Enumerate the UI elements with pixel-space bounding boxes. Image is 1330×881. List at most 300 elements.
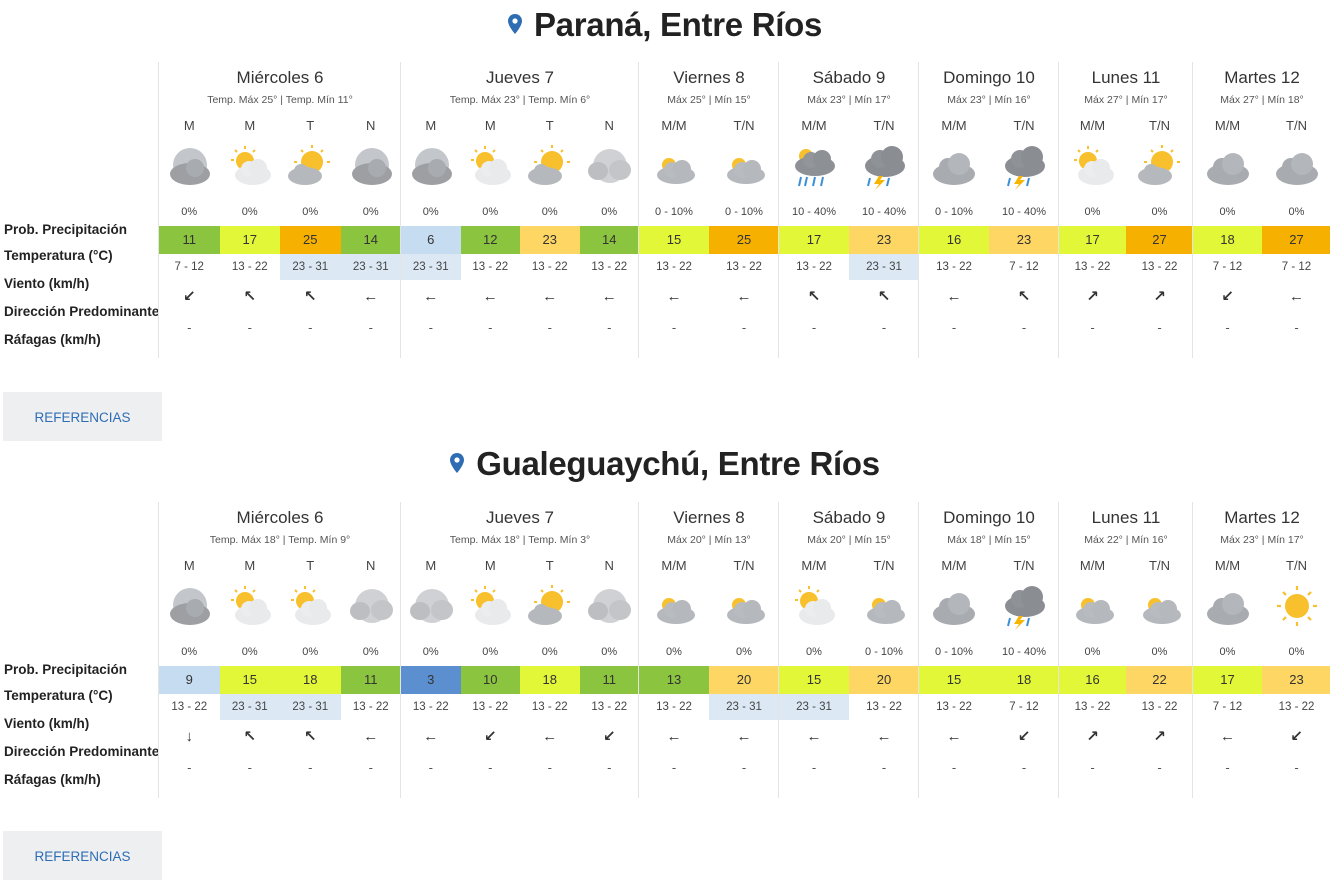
precip-probability: 0% bbox=[422, 206, 439, 218]
temperature-cell: 3 bbox=[401, 666, 461, 694]
day-name: Sábado 9 bbox=[812, 68, 886, 87]
label-temp: Temperatura (°C) bbox=[4, 248, 113, 263]
wind-speed: 7 - 12 bbox=[1281, 261, 1312, 273]
period-label: M/M bbox=[1079, 558, 1106, 573]
wind-speed: 13 - 22 bbox=[796, 261, 832, 273]
wind-gusts: - bbox=[187, 760, 192, 775]
precip-probability: 10 - 40% bbox=[1001, 646, 1047, 658]
city-name: Gualeguaychú, Entre Ríos bbox=[476, 445, 880, 482]
wind-direction-arrow: ← bbox=[736, 728, 752, 745]
period-column bbox=[159, 62, 220, 358]
precip-probability: 0% bbox=[482, 646, 499, 658]
temperature-cell: 17 bbox=[779, 226, 849, 254]
temperature-cell: 23 bbox=[1262, 666, 1330, 694]
cloud-icon bbox=[929, 144, 979, 190]
references-button[interactable]: REFERENCIAS bbox=[3, 831, 162, 880]
label-temp: Temperatura (°C) bbox=[4, 688, 113, 703]
moon-cloud-icon bbox=[346, 584, 396, 630]
temperature-cell: 6 bbox=[401, 226, 461, 254]
day-name: Miércoles 6 bbox=[236, 508, 324, 527]
wind-speed: 13 - 22 bbox=[866, 701, 902, 713]
partly-sunny-icon bbox=[465, 584, 515, 630]
precip-probability: 0% bbox=[1151, 646, 1168, 658]
moon-cloud-icon bbox=[584, 144, 634, 190]
cloud-icon bbox=[1203, 144, 1253, 190]
rain-cloud-icon bbox=[789, 144, 839, 190]
wind-direction-arrow: ↗ bbox=[1086, 288, 1099, 305]
temperature-cell: 16 bbox=[1059, 666, 1126, 694]
day-temp-range: Máx 23° | Mín 16° bbox=[947, 94, 1031, 106]
wind-gusts: - bbox=[308, 320, 313, 335]
wind-direction-arrow: ↖ bbox=[243, 728, 257, 745]
period-column bbox=[1193, 502, 1262, 798]
temperature-cell: 20 bbox=[849, 666, 919, 694]
wind-direction-arrow: ← bbox=[736, 288, 752, 305]
wind-gusts: - bbox=[607, 320, 612, 335]
precip-probability: 0% bbox=[422, 646, 439, 658]
day-temp-range: Máx 25° | Mín 15° bbox=[667, 94, 751, 106]
period-column bbox=[401, 502, 461, 798]
wind-direction-arrow: ↙ bbox=[1221, 288, 1234, 305]
temperature-cell: 13 bbox=[639, 666, 709, 694]
wind-speed: 13 - 22 bbox=[1141, 701, 1178, 713]
wind-direction-arrow: ← bbox=[482, 288, 498, 305]
precip-probability: 0% bbox=[362, 646, 379, 658]
label-gust: Ráfagas (km/h) bbox=[4, 772, 101, 787]
wind-gusts: - bbox=[951, 320, 957, 335]
period-column bbox=[220, 62, 281, 358]
temperature-cell: 10 bbox=[461, 666, 521, 694]
day-column bbox=[918, 502, 1059, 798]
period-label: M/M bbox=[1214, 558, 1241, 573]
day-temp-range: Máx 23° | Mín 17° bbox=[1220, 534, 1304, 546]
forecast-grid bbox=[158, 502, 1330, 798]
temperature-cell: 25 bbox=[709, 226, 779, 254]
wind-speed: 7 - 12 bbox=[1212, 701, 1243, 713]
period-label: M/M bbox=[661, 118, 687, 133]
precip-probability: 0% bbox=[1151, 206, 1168, 218]
period-column bbox=[1193, 62, 1262, 358]
period-label: T/N bbox=[1149, 558, 1170, 573]
day-name: Viernes 8 bbox=[673, 68, 745, 87]
period-label: N bbox=[366, 118, 376, 133]
temperature-cell: 17 bbox=[220, 226, 281, 254]
temperature-cell: 22 bbox=[1126, 666, 1193, 694]
wind-speed: 13 - 22 bbox=[656, 701, 692, 713]
temperature-cell: 25 bbox=[280, 226, 341, 254]
period-label: T bbox=[545, 118, 554, 133]
period-column bbox=[580, 62, 640, 358]
wind-speed: 13 - 22 bbox=[412, 701, 449, 713]
day-temp-range: Máx 20° | Mín 13° bbox=[667, 534, 751, 546]
wind-direction-arrow: ← bbox=[423, 288, 439, 305]
period-label: T/N bbox=[1286, 118, 1307, 133]
period-column bbox=[461, 62, 521, 358]
period-label: T/N bbox=[1286, 558, 1307, 573]
period-column bbox=[1059, 502, 1126, 798]
day-column bbox=[1192, 62, 1330, 358]
period-label: T/N bbox=[873, 558, 895, 573]
period-column bbox=[1262, 62, 1330, 358]
wind-direction-arrow: ↓ bbox=[185, 728, 193, 745]
wind-gusts: - bbox=[368, 760, 373, 775]
location-pin-icon bbox=[508, 14, 522, 34]
wind-direction-arrow: ← bbox=[946, 288, 962, 305]
period-column bbox=[989, 62, 1059, 358]
wind-direction-arrow: ← bbox=[806, 728, 822, 745]
wind-gusts: - bbox=[1225, 760, 1230, 775]
location-pin-icon bbox=[450, 453, 464, 473]
precip-probability: 10 - 40% bbox=[1001, 206, 1047, 218]
wind-gusts: - bbox=[1090, 760, 1095, 775]
city-section-gualeguaychu bbox=[0, 440, 1330, 880]
wind-speed: 13 - 22 bbox=[1074, 701, 1111, 713]
temperature-cell: 15 bbox=[639, 226, 709, 254]
day-name: Jueves 7 bbox=[485, 508, 555, 527]
moon-cloud-icon bbox=[406, 584, 456, 630]
temperature-cell: 11 bbox=[159, 226, 220, 254]
wind-direction-arrow: ← bbox=[601, 288, 617, 305]
period-label: M/M bbox=[801, 118, 827, 133]
period-label: T bbox=[306, 118, 315, 133]
sun-icon bbox=[1272, 584, 1322, 630]
period-column bbox=[989, 502, 1059, 798]
period-label: T bbox=[306, 558, 315, 573]
day-column bbox=[778, 62, 919, 358]
precip-probability: 0 - 10% bbox=[865, 646, 903, 658]
partly-sunny-icon bbox=[225, 584, 275, 630]
period-label: N bbox=[604, 118, 614, 133]
wind-direction-arrow: ↖ bbox=[243, 288, 257, 305]
precip-probability: 0% bbox=[1288, 646, 1305, 658]
partly-cloudy-icon bbox=[859, 584, 909, 630]
wind-gusts: - bbox=[1294, 320, 1299, 335]
wind-direction-arrow: ↗ bbox=[1153, 728, 1166, 745]
precip-probability: 10 - 40% bbox=[861, 206, 907, 218]
wind-gusts: - bbox=[547, 760, 552, 775]
wind-speed: 7 - 12 bbox=[174, 261, 204, 273]
precip-probability: 0 - 10% bbox=[935, 646, 973, 658]
partly-cloudy-icon bbox=[1135, 584, 1185, 630]
label-gust: Ráfagas (km/h) bbox=[4, 332, 101, 347]
wind-direction-arrow: ← bbox=[876, 728, 892, 745]
wind-speed: 13 - 22 bbox=[1278, 701, 1315, 713]
day-name: Jueves 7 bbox=[485, 68, 555, 87]
partly-cloudy-icon bbox=[1068, 584, 1118, 630]
day-temp-range: Máx 23° | Mín 17° bbox=[807, 94, 891, 106]
precip-probability: 0% bbox=[181, 206, 198, 218]
precip-probability: 0% bbox=[736, 646, 752, 658]
precip-probability: 0% bbox=[241, 206, 258, 218]
period-column bbox=[709, 62, 779, 358]
forecast-grid bbox=[158, 62, 1330, 358]
period-label: T/N bbox=[1013, 118, 1035, 133]
wind-speed: 13 - 22 bbox=[472, 701, 509, 713]
wind-direction-arrow: ↙ bbox=[1017, 728, 1031, 745]
period-label: M bbox=[425, 118, 437, 133]
precip-probability: 0% bbox=[1288, 206, 1305, 218]
precip-probability: 0% bbox=[1084, 646, 1101, 658]
wind-gusts: - bbox=[428, 320, 433, 335]
day-name: Miércoles 6 bbox=[236, 68, 324, 87]
period-label: M/M bbox=[801, 558, 827, 573]
cloudy-night-icon bbox=[164, 144, 214, 190]
period-column bbox=[280, 62, 341, 358]
storm-cloud-icon bbox=[999, 144, 1049, 190]
temperature-cell: 11 bbox=[580, 666, 640, 694]
wind-speed: 13 - 22 bbox=[591, 701, 628, 713]
wind-gusts: - bbox=[607, 760, 612, 775]
wind-speed: 23 - 31 bbox=[280, 694, 341, 720]
temperature-cell: 18 bbox=[1193, 226, 1262, 254]
period-column bbox=[1126, 502, 1193, 798]
day-name: Sábado 9 bbox=[812, 508, 886, 527]
period-label: M bbox=[484, 558, 496, 573]
period-column bbox=[341, 502, 402, 798]
period-column bbox=[401, 62, 461, 358]
storm-cloud-icon bbox=[859, 144, 909, 190]
wind-speed: 13 - 22 bbox=[171, 701, 208, 713]
wind-speed: 23 - 31 bbox=[709, 694, 779, 720]
references-button[interactable]: REFERENCIAS bbox=[3, 392, 162, 441]
wind-speed: 13 - 22 bbox=[1074, 261, 1111, 273]
storm-cloud-icon bbox=[999, 584, 1049, 630]
day-column bbox=[400, 62, 639, 358]
day-name: Martes 12 bbox=[1224, 508, 1300, 527]
temperature-cell: 14 bbox=[341, 226, 402, 254]
period-column bbox=[639, 502, 709, 798]
precip-probability: 0% bbox=[806, 646, 822, 658]
day-column bbox=[778, 502, 919, 798]
cloud-icon bbox=[1203, 584, 1253, 630]
wind-speed: 13 - 22 bbox=[531, 701, 568, 713]
period-column bbox=[1126, 62, 1193, 358]
period-label: M bbox=[244, 118, 256, 133]
wind-gusts: - bbox=[951, 760, 957, 775]
day-column bbox=[158, 62, 401, 358]
precip-probability: 0 - 10% bbox=[655, 206, 693, 218]
wind-gusts: - bbox=[1157, 760, 1162, 775]
precip-probability: 0% bbox=[241, 646, 258, 658]
wind-speed: 7 - 12 bbox=[1009, 261, 1039, 273]
wind-direction-arrow: ← bbox=[423, 728, 439, 745]
wind-direction-arrow: ↙ bbox=[483, 728, 497, 745]
label-dir: Dirección Predominante bbox=[4, 304, 160, 319]
day-name: Martes 12 bbox=[1224, 68, 1300, 87]
wind-gusts: - bbox=[368, 320, 373, 335]
wind-speed: 23 - 31 bbox=[401, 254, 461, 280]
day-name: Domingo 10 bbox=[943, 508, 1035, 527]
wind-gusts: - bbox=[308, 760, 313, 775]
period-column bbox=[580, 502, 640, 798]
label-prob: Prob. Precipitación bbox=[4, 662, 128, 677]
period-column bbox=[639, 62, 709, 358]
city-section-parana bbox=[0, 0, 1330, 440]
wind-speed: 13 - 22 bbox=[231, 261, 268, 273]
period-column bbox=[709, 502, 779, 798]
period-column bbox=[779, 502, 849, 798]
precip-probability: 0 - 10% bbox=[725, 206, 763, 218]
wind-direction-arrow: ↙ bbox=[602, 728, 616, 745]
period-label: T/N bbox=[733, 558, 755, 573]
temperature-cell: 12 bbox=[461, 226, 521, 254]
period-column bbox=[220, 502, 281, 798]
wind-speed: 13 - 22 bbox=[936, 261, 972, 273]
wind-speed: 13 - 22 bbox=[591, 261, 628, 273]
partly-cloudy-icon bbox=[649, 584, 699, 630]
period-column bbox=[341, 62, 402, 358]
period-column bbox=[159, 502, 220, 798]
day-column bbox=[158, 502, 401, 798]
cloud-icon bbox=[1272, 144, 1322, 190]
partly-sunny-icon bbox=[789, 584, 839, 630]
precip-probability: 0 - 10% bbox=[935, 206, 973, 218]
wind-gusts: - bbox=[247, 760, 252, 775]
wind-direction-arrow: ↖ bbox=[303, 728, 317, 745]
wind-direction-arrow: ↙ bbox=[1290, 728, 1303, 745]
partly-cloudy-icon bbox=[719, 584, 769, 630]
wind-speed: 23 - 31 bbox=[779, 694, 849, 720]
temperature-cell: 18 bbox=[280, 666, 341, 694]
temperature-cell: 16 bbox=[919, 226, 989, 254]
wind-speed: 7 - 12 bbox=[1009, 701, 1039, 713]
wind-speed: 13 - 22 bbox=[472, 261, 509, 273]
day-name: Domingo 10 bbox=[943, 68, 1035, 87]
partly-sunny-icon bbox=[1068, 144, 1118, 190]
wind-speed: 13 - 22 bbox=[936, 701, 972, 713]
period-label: M/M bbox=[941, 558, 967, 573]
period-label: M/M bbox=[1079, 118, 1106, 133]
wind-gusts: - bbox=[811, 760, 817, 775]
precip-probability: 0% bbox=[302, 646, 319, 658]
wind-direction-arrow: ← bbox=[363, 728, 379, 745]
precip-probability: 0% bbox=[482, 206, 499, 218]
temperature-cell: 9 bbox=[159, 666, 220, 694]
day-column bbox=[638, 62, 779, 358]
temperature-cell: 27 bbox=[1262, 226, 1330, 254]
cloud-icon bbox=[929, 584, 979, 630]
temperature-cell: 11 bbox=[341, 666, 402, 694]
period-column bbox=[461, 502, 521, 798]
wind-direction-arrow: ↖ bbox=[303, 288, 317, 305]
period-column bbox=[1059, 62, 1126, 358]
label-dir: Dirección Predominante bbox=[4, 744, 160, 759]
day-name: Lunes 11 bbox=[1091, 68, 1161, 87]
period-column bbox=[779, 62, 849, 358]
day-name: Viernes 8 bbox=[673, 508, 745, 527]
wind-gusts: - bbox=[811, 320, 817, 335]
period-label: M bbox=[484, 118, 496, 133]
precip-probability: 0% bbox=[1219, 206, 1236, 218]
wind-speed: 13 - 22 bbox=[726, 261, 762, 273]
sun-cloud-icon bbox=[1135, 144, 1185, 190]
wind-speed: 23 - 31 bbox=[341, 254, 402, 280]
precip-probability: 10 - 40% bbox=[791, 206, 837, 218]
wind-speed: 23 - 31 bbox=[280, 254, 341, 280]
sun-cloud-icon bbox=[525, 584, 575, 630]
period-column bbox=[520, 62, 580, 358]
temperature-cell: 23 bbox=[520, 226, 580, 254]
temperature-cell: 23 bbox=[989, 226, 1059, 254]
label-wind: Viento (km/h) bbox=[4, 716, 90, 731]
wind-direction-arrow: ← bbox=[363, 288, 379, 305]
wind-gusts: - bbox=[671, 760, 677, 775]
wind-speed: 13 - 22 bbox=[656, 261, 692, 273]
wind-direction-arrow: ↖ bbox=[877, 288, 891, 305]
period-column bbox=[849, 502, 919, 798]
period-label: M bbox=[183, 558, 195, 573]
precip-probability: 0% bbox=[541, 646, 558, 658]
temperature-cell: 27 bbox=[1126, 226, 1193, 254]
period-column bbox=[919, 62, 989, 358]
precip-probability: 0% bbox=[541, 206, 558, 218]
wind-direction-arrow: ← bbox=[1289, 288, 1304, 305]
wind-speed: 13 - 22 bbox=[352, 701, 389, 713]
precip-probability: 0% bbox=[601, 646, 618, 658]
day-column bbox=[918, 62, 1059, 358]
wind-direction-arrow: ↗ bbox=[1086, 728, 1099, 745]
period-label: M/M bbox=[941, 118, 967, 133]
moon-cloud-icon bbox=[584, 584, 634, 630]
day-temp-range: Temp. Máx 18° | Temp. Mín 3° bbox=[449, 534, 591, 546]
wind-gusts: - bbox=[247, 320, 252, 335]
precip-probability: 0% bbox=[1219, 646, 1236, 658]
day-temp-range: Máx 18° | Mín 15° bbox=[947, 534, 1031, 546]
temperature-cell: 14 bbox=[580, 226, 640, 254]
wind-gusts: - bbox=[488, 320, 493, 335]
day-temp-range: Temp. Máx 25° | Temp. Mín 11° bbox=[207, 94, 353, 106]
day-column bbox=[400, 502, 639, 798]
wind-gusts: - bbox=[741, 320, 747, 335]
wind-gusts: - bbox=[1157, 320, 1162, 335]
day-column bbox=[638, 502, 779, 798]
wind-direction-arrow: ← bbox=[666, 288, 682, 305]
day-temp-range: Temp. Máx 18° | Temp. Mín 9° bbox=[209, 534, 351, 546]
wind-speed: 23 - 31 bbox=[220, 694, 281, 720]
temperature-cell: 23 bbox=[849, 226, 919, 254]
wind-gusts: - bbox=[1225, 320, 1230, 335]
wind-direction-arrow: ↙ bbox=[182, 288, 196, 305]
wind-gusts: - bbox=[741, 760, 747, 775]
wind-gusts: - bbox=[187, 320, 192, 335]
wind-gusts: - bbox=[547, 320, 552, 335]
precip-probability: 0% bbox=[1084, 206, 1101, 218]
day-temp-range: Máx 27° | Mín 17° bbox=[1084, 94, 1168, 106]
period-label: M/M bbox=[1214, 118, 1241, 133]
day-temp-range: Máx 22° | Mín 16° bbox=[1084, 534, 1168, 546]
day-temp-range: Temp. Máx 23° | Temp. Mín 6° bbox=[449, 94, 591, 106]
temperature-cell: 15 bbox=[220, 666, 281, 694]
period-column bbox=[280, 502, 341, 798]
city-name: Paraná, Entre Ríos bbox=[533, 6, 823, 43]
partly-sunny-icon bbox=[225, 144, 275, 190]
period-label: T/N bbox=[1013, 558, 1035, 573]
wind-gusts: - bbox=[881, 320, 887, 335]
day-column bbox=[1058, 62, 1193, 358]
temperature-cell: 15 bbox=[779, 666, 849, 694]
precip-probability: 0% bbox=[601, 206, 618, 218]
wind-gusts: - bbox=[428, 760, 433, 775]
period-label: N bbox=[604, 558, 614, 573]
wind-speed: 13 - 22 bbox=[531, 261, 568, 273]
cloudy-night-icon bbox=[406, 144, 456, 190]
period-label: T/N bbox=[1149, 118, 1170, 133]
wind-speed: 23 - 31 bbox=[849, 254, 919, 280]
wind-gusts: - bbox=[1294, 760, 1299, 775]
period-column bbox=[520, 502, 580, 798]
wind-gusts: - bbox=[1021, 760, 1027, 775]
wind-gusts: - bbox=[671, 320, 677, 335]
